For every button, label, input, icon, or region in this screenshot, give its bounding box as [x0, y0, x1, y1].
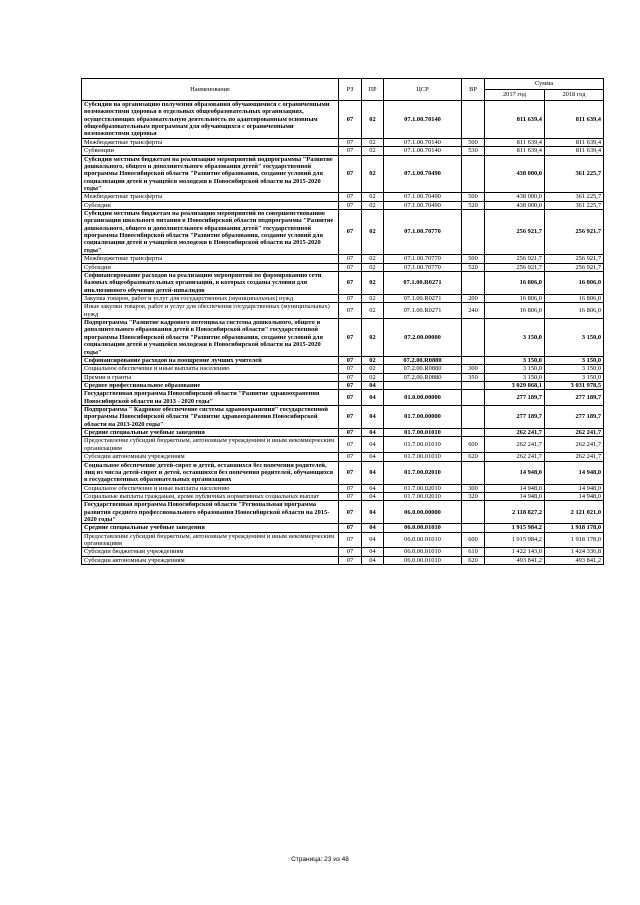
cell-v2018: 361 225,7 — [545, 155, 604, 193]
table-row — [82, 381, 604, 389]
table-row — [82, 147, 604, 155]
table-row — [82, 492, 604, 500]
cell-v2017: 438 000,0 — [485, 201, 545, 209]
cell-csr: 07.1.00.70490 — [384, 201, 462, 209]
cell-rz: 07 — [339, 294, 362, 302]
cell-rz: 07 — [339, 155, 362, 193]
cell-vr — [462, 210, 485, 255]
cell-pr: 04 — [362, 390, 384, 406]
table-row — [82, 365, 604, 373]
table-row — [82, 255, 604, 263]
cell-v2017: 438 000,0 — [485, 155, 545, 193]
budget-table — [81, 78, 604, 565]
cell-csr: 01.7.00.01010 — [384, 429, 462, 437]
cell-pr: 02 — [362, 210, 384, 255]
cell-name: Софинансирование расходов на реализацию мероприятий по формированию сети базовых общеобразовательных организаций, в которых созданы условия для инклюзивного обучения детей-инвалидов — [82, 271, 339, 294]
cell-name: Среднее профессиональное образование — [82, 381, 339, 389]
cell-v2018: 256 921,7 — [545, 210, 604, 255]
cell-v2017: 16 806,0 — [485, 303, 545, 319]
cell-name: Государственная программа Новосибирской области "Региональная программа развития среднего профессионального образования Новосибирской области на 2015-2020 годы" — [82, 501, 339, 524]
cell-v2017: 811 639,4 — [485, 138, 545, 146]
cell-v2018: 256 921,7 — [545, 263, 604, 271]
cell-vr: 500 — [462, 193, 485, 201]
cell-name: Субсидии на организацию получения образования обучающимися с ограниченными возможностями здоровья в отдельных общеобразовательных организациях, осуществляющих образовательную деятельность по адаптированным основным общеобразовательным программам для обучающихся с ограниченными возможностями здоровья — [82, 101, 339, 139]
cell-name: Межбюджетные трансферты — [82, 193, 339, 201]
table-row — [82, 356, 604, 364]
cell-csr — [384, 381, 462, 389]
table-row — [82, 294, 604, 302]
cell-v2018: 3 031 978,5 — [545, 381, 604, 389]
cell-v2017: 3 029 868,1 — [485, 381, 545, 389]
cell-v2017: 16 806,0 — [485, 294, 545, 302]
cell-name: Предоставление субсидий бюджетным, автономным учреждениям и иным некоммерческим организациям — [82, 437, 339, 453]
table-row — [82, 437, 604, 453]
cell-rz: 07 — [339, 492, 362, 500]
table-row — [82, 453, 604, 461]
cell-rz: 07 — [339, 271, 362, 294]
cell-name: Субсидии местным бюджетам на реализацию мероприятий по совершенствованию организации школьного питания в Новосибирской области подпрограммы "Развитие дошкольного, общего и дополнительного образования детей" государственной программы Новосибирской области "Развитие образования, создание условий для социализации детей и учащейся молодежи в Новосибирской области на 2015-2020 годы" — [82, 210, 339, 255]
cell-name: Средние специальные учебные заведения — [82, 429, 339, 437]
header-name: Наименование — [82, 79, 339, 101]
cell-rz: 07 — [339, 390, 362, 406]
cell-rz: 07 — [339, 461, 362, 484]
cell-csr: 07.1.00.70770 — [384, 263, 462, 271]
cell-pr: 02 — [362, 303, 384, 319]
cell-rz: 07 — [339, 303, 362, 319]
table-row — [82, 524, 604, 532]
cell-csr: 07.1.00.70490 — [384, 193, 462, 201]
cell-vr — [462, 429, 485, 437]
header-2017: 2017 год — [485, 90, 545, 101]
cell-rz: 07 — [339, 453, 362, 461]
table-row — [82, 101, 604, 139]
cell-pr: 02 — [362, 193, 384, 201]
cell-pr: 04 — [362, 461, 384, 484]
cell-v2018: 811 639,4 — [545, 101, 604, 139]
cell-vr: 600 — [462, 532, 485, 548]
cell-rz: 07 — [339, 319, 362, 357]
cell-v2017: 262 241,7 — [485, 453, 545, 461]
header-sum: Сумма — [485, 79, 604, 90]
cell-rz: 07 — [339, 255, 362, 263]
cell-pr: 02 — [362, 271, 384, 294]
cell-pr: 04 — [362, 453, 384, 461]
cell-vr: 530 — [462, 147, 485, 155]
cell-vr: 200 — [462, 294, 485, 302]
page-footer: Страница: 23 из 48 — [291, 856, 349, 863]
cell-name: Софинансирование расходов на поощрение лучших учителей — [82, 356, 339, 364]
cell-name: Субсидии автономным учреждениям — [82, 556, 339, 564]
cell-csr: 07.1.00.70490 — [384, 155, 462, 193]
cell-csr: 07.1.00.R0271 — [384, 271, 462, 294]
cell-pr: 02 — [362, 294, 384, 302]
cell-csr: 01.7.00.02010 — [384, 484, 462, 492]
table-row — [82, 532, 604, 548]
cell-vr: 620 — [462, 453, 485, 461]
cell-rz: 07 — [339, 101, 362, 139]
cell-name: Субсидии местным бюджетам на реализацию мероприятий подпрограммы "Развитие дошкольного, общего и дополнительного образования детей" государственной программы Новосибирской области "Развитие образования, создание условий для социализации детей и учащейся молодежи в Новосибирской области на 2015-2020 годы" — [82, 155, 339, 193]
table-row — [82, 271, 604, 294]
cell-v2018: 1 918 178,0 — [545, 524, 604, 532]
cell-vr — [462, 390, 485, 406]
cell-name: Субсидии автономным учреждениям — [82, 453, 339, 461]
cell-rz: 07 — [339, 524, 362, 532]
cell-pr: 02 — [362, 201, 384, 209]
cell-rz: 07 — [339, 201, 362, 209]
cell-v2018: 811 639,4 — [545, 147, 604, 155]
table-row — [82, 193, 604, 201]
cell-v2017: 3 150,0 — [485, 319, 545, 357]
cell-csr: 07.2.00.00000 — [384, 319, 462, 357]
cell-pr: 04 — [362, 381, 384, 389]
cell-name: Социальные выплаты гражданам, кроме публичных нормативных социальных выплат — [82, 492, 339, 500]
cell-v2018: 16 806,0 — [545, 271, 604, 294]
cell-pr: 04 — [362, 501, 384, 524]
cell-vr — [462, 524, 485, 532]
cell-pr: 02 — [362, 138, 384, 146]
cell-rz: 07 — [339, 373, 362, 381]
cell-v2017: 3 150,0 — [485, 373, 545, 381]
cell-vr: 350 — [462, 373, 485, 381]
cell-v2017: 2 118 827,2 — [485, 501, 545, 524]
cell-v2018: 493 841,2 — [545, 556, 604, 564]
cell-v2018: 3 150,0 — [545, 373, 604, 381]
cell-csr: 06.0.00.01010 — [384, 548, 462, 556]
cell-vr — [462, 381, 485, 389]
cell-v2017: 1 915 984,2 — [485, 524, 545, 532]
cell-csr: 01.0.00.00000 — [384, 390, 462, 406]
table-row — [82, 548, 604, 556]
cell-rz: 07 — [339, 193, 362, 201]
cell-pr: 04 — [362, 484, 384, 492]
cell-v2018: 14 948,0 — [545, 484, 604, 492]
cell-v2017: 256 921,7 — [485, 255, 545, 263]
cell-name: Подпрограмма "Развитие кадрового потенциала системы дошкольного, общего и дополнительного образования детей в Новосибирской области" государственной программы Новосибирской области "Развитие образования, создание условий для социализации детей и учащейся молодежи в Новосибирской области на 2015-2020 годы" — [82, 319, 339, 357]
cell-pr: 04 — [362, 548, 384, 556]
cell-rz: 07 — [339, 484, 362, 492]
cell-name: Субсидии — [82, 263, 339, 271]
cell-v2018: 16 806,0 — [545, 303, 604, 319]
table-row — [82, 373, 604, 381]
cell-name: Социальное обеспечение детей-сирот и детей, оставшихся без попечения родителей, лиц из числа детей-сирот и детей, оставшихся без попечения родителей, обучающихся в государственных образовательных организациях — [82, 461, 339, 484]
cell-vr: 520 — [462, 263, 485, 271]
cell-v2017: 3 150,0 — [485, 356, 545, 364]
table-row — [82, 155, 604, 193]
cell-csr: 01.7.00.01010 — [384, 453, 462, 461]
cell-csr: 06.0.00.00000 — [384, 501, 462, 524]
cell-rz: 07 — [339, 263, 362, 271]
cell-pr: 02 — [362, 155, 384, 193]
cell-name: Закупка товаров, работ и услуг для государственных (муниципальных) нужд — [82, 294, 339, 302]
cell-v2017: 262 241,7 — [485, 429, 545, 437]
cell-rz: 07 — [339, 147, 362, 155]
cell-name: Социальное обеспечение и иные выплаты населению — [82, 365, 339, 373]
cell-rz: 07 — [339, 356, 362, 364]
header-csr: ЦСР — [384, 79, 462, 101]
cell-name: Государственная программа Новосибирской области "Развитие здравоохранения Новосибирской области на 2013 - 2020 годы" — [82, 390, 339, 406]
cell-csr: 07.1.00.70140 — [384, 101, 462, 139]
cell-csr: 01.7.00.02010 — [384, 461, 462, 484]
cell-v2018: 361 225,7 — [545, 193, 604, 201]
cell-csr: 01.7.00.01010 — [384, 437, 462, 453]
cell-pr: 02 — [362, 101, 384, 139]
cell-vr — [462, 271, 485, 294]
cell-v2017: 262 241,7 — [485, 437, 545, 453]
cell-vr — [462, 501, 485, 524]
cell-csr: 01.7.00.00000 — [384, 406, 462, 429]
cell-v2017: 811 639,4 — [485, 147, 545, 155]
cell-csr: 01.7.00.02010 — [384, 492, 462, 500]
cell-csr: 06.0.00.01010 — [384, 524, 462, 532]
cell-pr: 04 — [362, 524, 384, 532]
cell-name: Средние специальные учебные заведения — [82, 524, 339, 532]
cell-vr: 300 — [462, 365, 485, 373]
cell-name: Межбюджетные трансферты — [82, 138, 339, 146]
cell-v2017: 1 915 984,2 — [485, 532, 545, 548]
cell-pr: 04 — [362, 437, 384, 453]
cell-rz: 07 — [339, 429, 362, 437]
cell-rz: 07 — [339, 138, 362, 146]
cell-v2018: 16 806,0 — [545, 294, 604, 302]
cell-vr: 240 — [462, 303, 485, 319]
cell-rz: 07 — [339, 548, 362, 556]
table-row — [82, 501, 604, 524]
cell-pr: 02 — [362, 356, 384, 364]
cell-csr: 07.1.00.70140 — [384, 138, 462, 146]
cell-v2017: 1 422 143,0 — [485, 548, 545, 556]
cell-v2018: 1 918 178,0 — [545, 532, 604, 548]
cell-rz: 07 — [339, 556, 362, 564]
cell-name: Субвенции — [82, 147, 339, 155]
cell-name: Иные закупки товаров, работ и услуг для обеспечения государственных (муниципальных) нужд — [82, 303, 339, 319]
cell-v2017: 256 921,7 — [485, 263, 545, 271]
cell-v2017: 14 948,0 — [485, 484, 545, 492]
cell-vr — [462, 406, 485, 429]
cell-pr: 02 — [362, 255, 384, 263]
cell-csr: 07.1.00.R0271 — [384, 294, 462, 302]
table-row — [82, 303, 604, 319]
header-pr: ПР — [362, 79, 384, 101]
cell-name: Премии и гранты — [82, 373, 339, 381]
cell-pr: 04 — [362, 556, 384, 564]
cell-v2018: 262 241,7 — [545, 429, 604, 437]
cell-pr: 02 — [362, 147, 384, 155]
table-row — [82, 201, 604, 209]
cell-rz: 07 — [339, 210, 362, 255]
cell-pr: 02 — [362, 373, 384, 381]
cell-vr — [462, 319, 485, 357]
cell-rz: 07 — [339, 501, 362, 524]
cell-v2018: 1 424 336,8 — [545, 548, 604, 556]
cell-csr: 06.0.00.01010 — [384, 556, 462, 564]
cell-v2017: 277 189,7 — [485, 390, 545, 406]
cell-csr: 07.1.00.R0271 — [384, 303, 462, 319]
cell-vr: 520 — [462, 201, 485, 209]
cell-rz: 07 — [339, 406, 362, 429]
cell-rz: 07 — [339, 437, 362, 453]
cell-name: Субсидии — [82, 201, 339, 209]
table-row — [82, 138, 604, 146]
cell-name: Субсидии бюджетным учреждениям — [82, 548, 339, 556]
cell-vr — [462, 356, 485, 364]
cell-vr: 620 — [462, 556, 485, 564]
cell-csr: 07.1.00.70770 — [384, 255, 462, 263]
cell-v2018: 3 150,0 — [545, 356, 604, 364]
cell-v2018: 14 948,0 — [545, 461, 604, 484]
cell-v2018: 2 121 021,0 — [545, 501, 604, 524]
cell-v2018: 277 189,7 — [545, 406, 604, 429]
cell-v2017: 256 921,7 — [485, 210, 545, 255]
cell-v2017: 16 806,0 — [485, 271, 545, 294]
cell-name: Подпрограмма " Кадровое обеспечение системы здравоохранения" государственной программы Новосибирской области "Развитие здравоохранения Новосибирской области на 2013-2020 годы" — [82, 406, 339, 429]
cell-csr: 07.1.00.70140 — [384, 147, 462, 155]
table-row — [82, 319, 604, 357]
cell-v2017: 14 948,0 — [485, 461, 545, 484]
cell-rz: 07 — [339, 381, 362, 389]
cell-rz: 07 — [339, 365, 362, 373]
cell-v2018: 3 150,0 — [545, 365, 604, 373]
cell-pr: 04 — [362, 429, 384, 437]
cell-pr: 02 — [362, 319, 384, 357]
header-2018: 2018 год — [545, 90, 604, 101]
cell-pr: 04 — [362, 406, 384, 429]
cell-pr: 04 — [362, 492, 384, 500]
table-row — [82, 210, 604, 255]
header-vr: ВР — [462, 79, 485, 101]
cell-v2018: 256 921,7 — [545, 255, 604, 263]
table-row — [82, 461, 604, 484]
table-row — [82, 263, 604, 271]
cell-name: Предоставление субсидий бюджетным, автономным учреждениям и иным некоммерческим организациям — [82, 532, 339, 548]
cell-vr — [462, 461, 485, 484]
cell-csr: 07.2.00.R0880 — [384, 373, 462, 381]
table-row — [82, 556, 604, 564]
cell-csr: 07.2.00.R0880 — [384, 356, 462, 364]
cell-name: Социальное обеспечение и иные выплаты населению — [82, 484, 339, 492]
cell-name: Межбюджетные трансферты — [82, 255, 339, 263]
cell-vr: 320 — [462, 492, 485, 500]
cell-v2018: 14 948,0 — [545, 492, 604, 500]
cell-pr: 02 — [362, 263, 384, 271]
table-row — [82, 429, 604, 437]
cell-v2017: 3 150,0 — [485, 365, 545, 373]
cell-v2017: 811 639,4 — [485, 101, 545, 139]
table-row — [82, 390, 604, 406]
cell-v2018: 262 241,7 — [545, 437, 604, 453]
cell-vr — [462, 155, 485, 193]
cell-csr: 07.1.00.70770 — [384, 210, 462, 255]
cell-vr: 300 — [462, 484, 485, 492]
cell-pr: 04 — [362, 532, 384, 548]
cell-v2018: 811 639,4 — [545, 138, 604, 146]
cell-vr: 610 — [462, 548, 485, 556]
table-row — [82, 484, 604, 492]
cell-v2017: 14 948,0 — [485, 492, 545, 500]
cell-pr: 02 — [362, 365, 384, 373]
cell-csr: 07.2.00.R0880 — [384, 365, 462, 373]
cell-vr: 500 — [462, 255, 485, 263]
cell-v2018: 277 189,7 — [545, 390, 604, 406]
cell-rz: 07 — [339, 532, 362, 548]
cell-v2018: 3 150,0 — [545, 319, 604, 357]
cell-v2017: 493 841,2 — [485, 556, 545, 564]
cell-v2017: 277 189,7 — [485, 406, 545, 429]
cell-vr: 600 — [462, 437, 485, 453]
cell-csr: 06.0.00.01010 — [384, 532, 462, 548]
cell-vr: 500 — [462, 138, 485, 146]
table-row — [82, 406, 604, 429]
cell-v2018: 262 241,7 — [545, 453, 604, 461]
cell-v2017: 438 000,0 — [485, 193, 545, 201]
cell-vr — [462, 101, 485, 139]
header-rz: РЗ — [339, 79, 362, 101]
cell-v2018: 361 225,7 — [545, 201, 604, 209]
